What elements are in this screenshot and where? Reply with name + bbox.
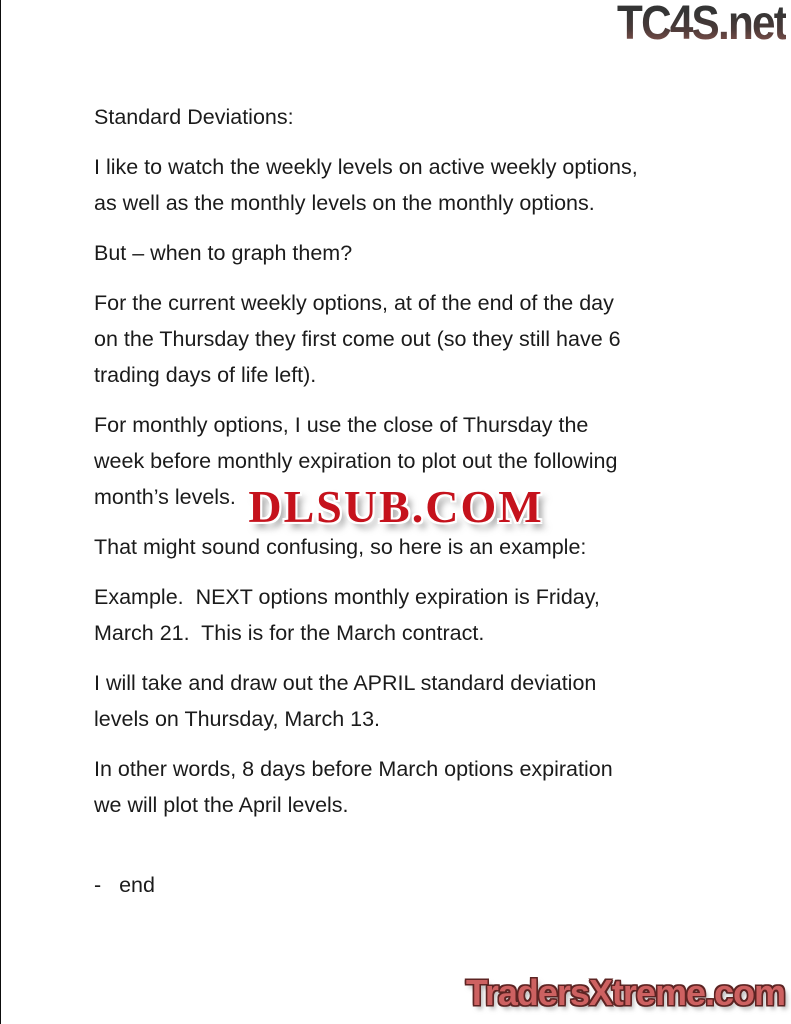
text-line: trading days of life left). [94, 363, 317, 387]
text-line: That might sound confusing, so here is an example: [94, 535, 587, 559]
text-line: we will plot the April levels. [94, 793, 349, 817]
paragraph [94, 285, 744, 393]
paragraph [94, 751, 744, 823]
text-line: But – when to graph them? [94, 241, 353, 265]
text-line: March 21. This is for the March contract. [94, 621, 485, 645]
tc4s-logo-watermark: TC4S.net [617, 0, 786, 51]
text-line: Example. NEXT options monthly expiration is Friday, [94, 585, 600, 609]
paragraph [94, 529, 744, 565]
tradersxtreme-watermark: TradersXtreme.com [465, 972, 785, 1013]
dlsub-watermark: DLSUB.COM [248, 481, 544, 532]
paragraph [94, 235, 744, 271]
text-line: Standard Deviations: [94, 105, 294, 129]
text-line: as well as the monthly levels on the monthly options. [94, 191, 595, 215]
paragraph [94, 99, 744, 135]
paragraph-end-marker [94, 867, 744, 903]
text-line: I like to watch the weekly levels on active weekly options, [94, 155, 638, 179]
text-line: In other words, 8 days before March options expiration [94, 757, 613, 781]
paragraph [94, 149, 744, 221]
text-line: on the Thursday they first come out (so they still have 6 [94, 327, 621, 351]
text-line: For monthly options, I use the close of Thursday the [94, 413, 589, 437]
text-line: - end [94, 873, 155, 897]
paragraph [94, 665, 744, 737]
text-line: I will take and draw out the APRIL standard deviation [94, 671, 597, 695]
text-line: For the current weekly options, at of the end of the day [94, 291, 614, 315]
paragraph [94, 579, 744, 651]
text-line: month’s levels. [94, 485, 236, 509]
text-line: week before monthly expiration to plot out the following [94, 449, 618, 473]
text-line: levels on Thursday, March 13. [94, 707, 381, 731]
